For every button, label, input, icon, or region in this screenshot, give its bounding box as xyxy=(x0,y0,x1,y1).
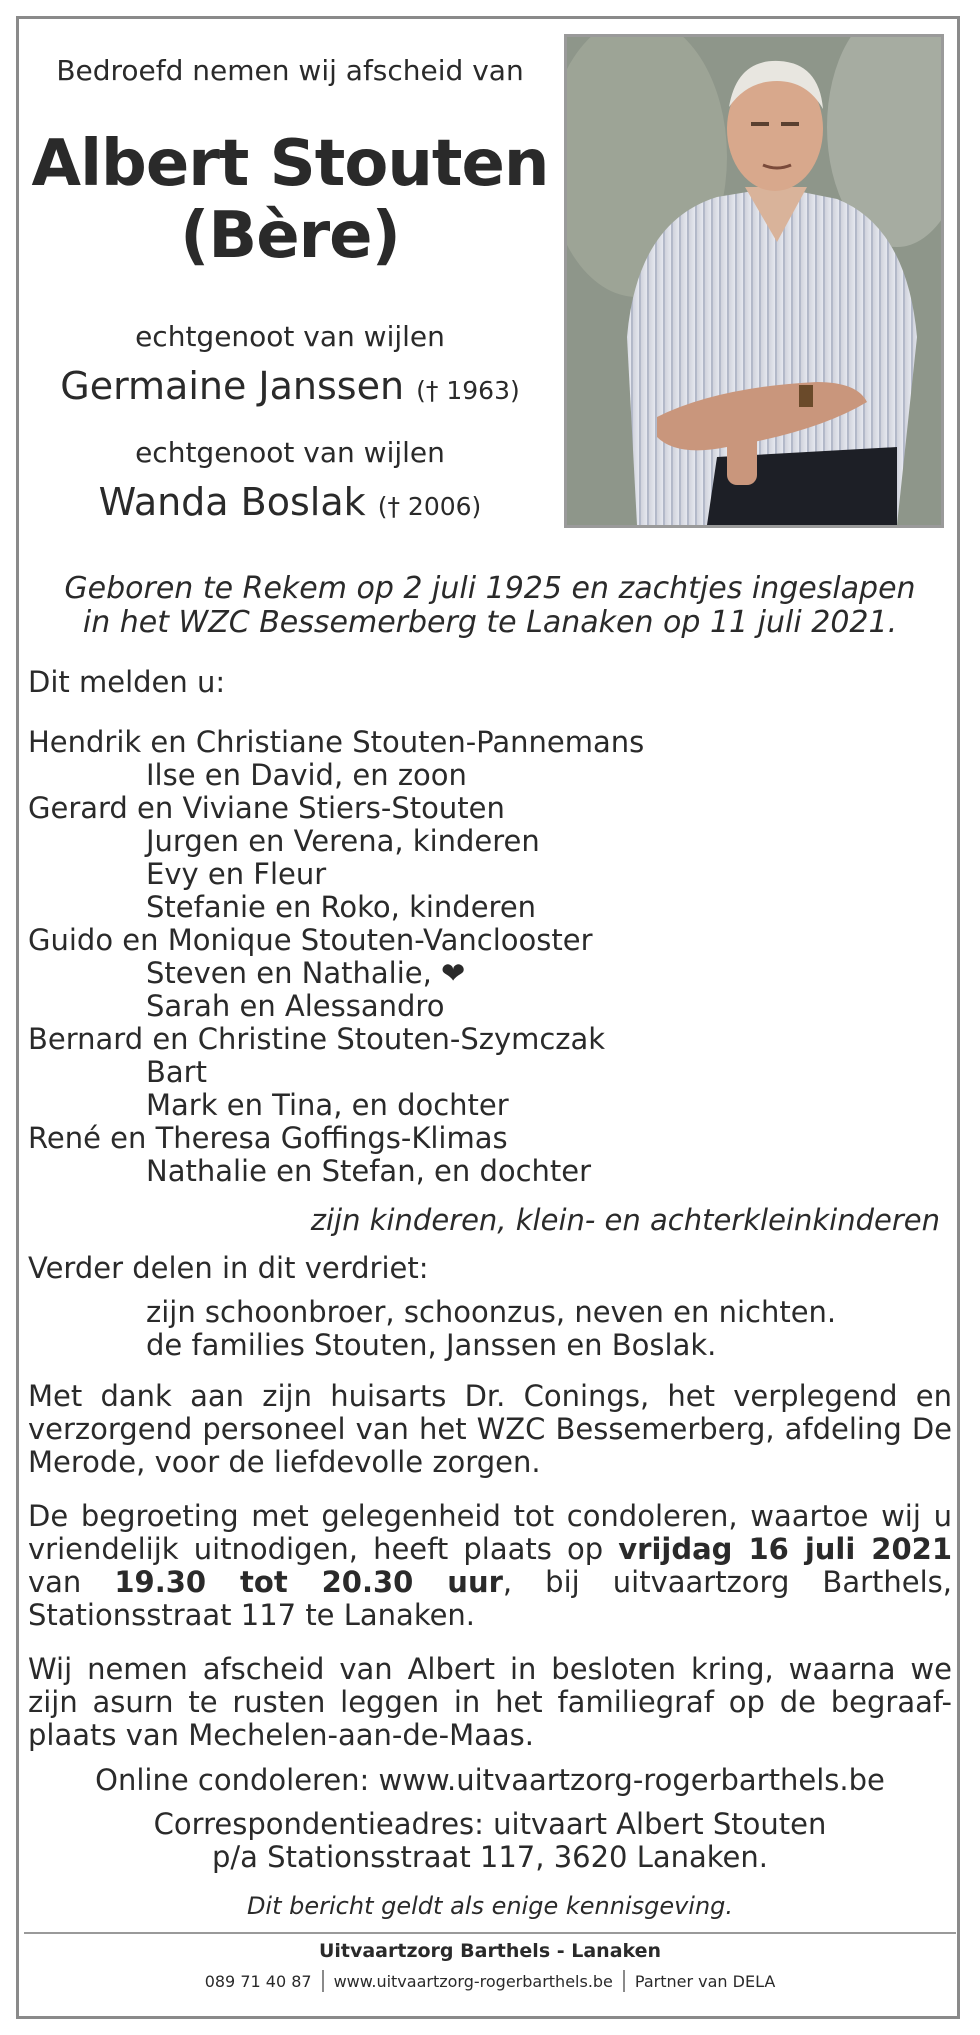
family-list xyxy=(28,726,952,1188)
spouse-2-name: Wanda Boslak xyxy=(98,480,366,524)
intro-text: Bedroefd nemen wij afscheid van xyxy=(56,54,524,87)
family-line: Mark en Tina, en dochter xyxy=(146,1088,509,1122)
notice: Dit bericht geldt als enige kennisgeving. xyxy=(246,1892,734,1920)
condolence-text-2: van xyxy=(28,1565,115,1599)
family-line: Sarah en Alessandro xyxy=(146,989,445,1023)
family-line: Ilse en David, en zoon xyxy=(146,758,467,792)
address-line-1: Correspondentieadres: uitvaart Albert Stouten xyxy=(153,1807,827,1841)
farewell-paragraph: Wij nemen afscheid van Albert in besloten kring, waarna we zijn asurn te rusten leggen in het familiegraf op de begraaf-plaats van Mechelen-aan-de-Maas. xyxy=(28,1652,952,1752)
family-line: Nathalie en Stefan, en dochter xyxy=(146,1154,592,1188)
footer-company: Uitvaartzorg Barthels - Lanaken xyxy=(318,1940,662,1962)
spouse-2-death: († 2006) xyxy=(377,492,482,521)
sharing-intro: Verder delen in dit verdriet: xyxy=(28,1251,429,1285)
thanks-paragraph: Met dank aan zijn huisarts Dr. Conings, het verplegend en verzorgend personeel van het WZC Bessemerberg, afdeling De Merode, voor de liefdevolle zorgen. xyxy=(28,1379,952,1479)
deceased-name: Albert Stouten xyxy=(31,127,549,201)
birth-line-2: in het WZC Bessemerberg te Lanaken op 11 juli 2021. xyxy=(82,605,898,640)
footer-partner: Partner van DELA xyxy=(634,1971,776,1991)
condolence-text-1: De begroeting met gelegenheid tot condoleren, waartoe wij u vriendelijk uitnodigen, heeft plaats op xyxy=(28,1499,952,1566)
family-line: Bernard en Christine Stouten-Szymczak xyxy=(28,1022,606,1056)
family-line: Stefanie en Roko, kinderen xyxy=(146,890,537,924)
footer-contact-row xyxy=(24,1970,956,1992)
family-line: Bart xyxy=(146,1055,207,1089)
sharing-line-2: de families Stouten, Janssen en Boslak. xyxy=(146,1328,717,1362)
family-closing: zijn kinderen, klein- en achterkleinkinderen xyxy=(310,1203,940,1237)
condolence-paragraph xyxy=(28,1500,952,1632)
sharing-line-1: zijn schoonbroer, schoonzus, neven en nichten. xyxy=(146,1295,837,1329)
family-line: Evy en Fleur xyxy=(146,857,327,891)
family-line: Gerard en Viviane Stiers-Stouten xyxy=(28,791,505,825)
spouse-intro-1: echtgenoot van wijlen xyxy=(135,320,445,353)
family-line: Steven en Nathalie, ❤ xyxy=(146,956,466,990)
birth-info xyxy=(30,572,950,640)
condolence-time: 19.30 tot 20.30 uur xyxy=(114,1565,503,1599)
birth-line-1: Geboren te Rekem op 2 juli 1925 en zachtjes ingeslapen xyxy=(64,571,916,606)
spouse-2 xyxy=(30,480,550,524)
address-line-2: p/a Stationsstraat 117, 3620 Lanaken. xyxy=(212,1840,768,1874)
portrait-figure xyxy=(567,37,941,525)
footer-divider xyxy=(24,1932,956,1934)
footer-separator xyxy=(623,1970,625,1992)
spouse-1 xyxy=(30,364,550,408)
condolence-date: vrijdag 16 juli 2021 xyxy=(618,1532,953,1566)
online-condolence: Online condoleren: www.uitvaartzorg-rogerbarthels.be xyxy=(95,1763,885,1797)
footer-website[interactable]: www.uitvaartzorg-rogerbarthels.be xyxy=(333,1971,613,1991)
spouse-intro-2: echtgenoot van wijlen xyxy=(135,436,445,469)
family-line: Guido en Monique Stouten-Vanclooster xyxy=(28,923,593,957)
family-line: Jurgen en Verena, kinderen xyxy=(146,824,540,858)
portrait-photo xyxy=(564,34,944,528)
condolence-text-3: , bij uitvaartzorg Barthels, Stationsstraat 117 te Lanaken. xyxy=(28,1565,952,1632)
footer-phone: 089 71 40 87 xyxy=(204,1971,312,1991)
deceased-nickname: (Bère) xyxy=(180,199,400,273)
spouse-1-death: († 1963) xyxy=(416,376,520,405)
family-line: René en Theresa Goffings-Klimas xyxy=(28,1121,508,1155)
family-line: Hendrik en Christiane Stouten-Pannemans xyxy=(28,725,645,759)
spouse-1-name: Germaine Janssen xyxy=(60,364,405,408)
family-intro: Dit melden u: xyxy=(28,665,226,699)
footer-separator xyxy=(322,1970,324,1992)
